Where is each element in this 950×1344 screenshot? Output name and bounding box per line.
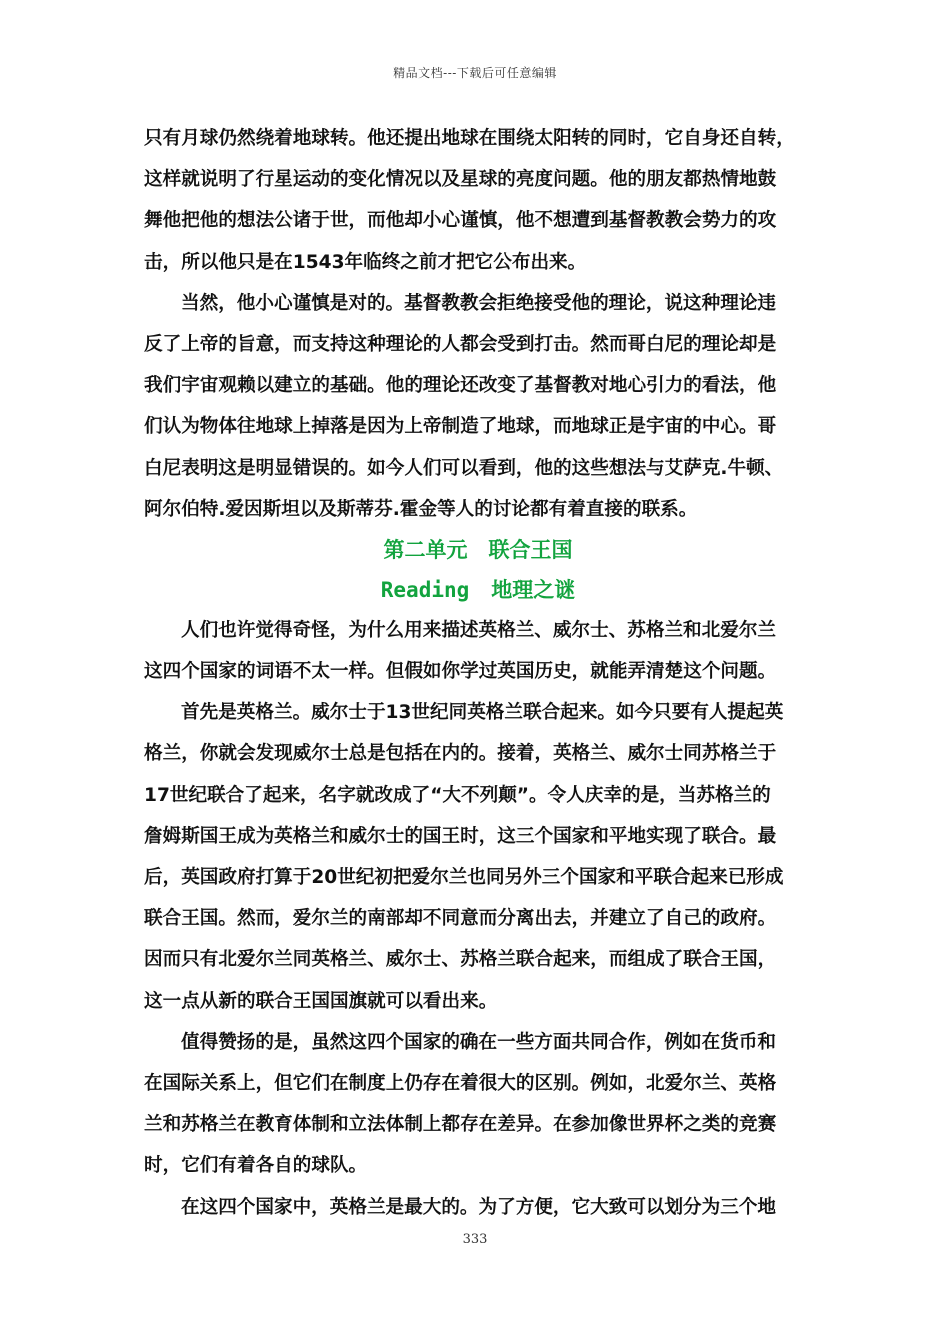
text-line: 时，它们有着各自的球队。 bbox=[144, 1155, 368, 1177]
text-line: 阿尔伯特.爱因斯坦以及斯蒂芬.霍金等人的讨论都有着直接的联系。 bbox=[144, 498, 698, 520]
text-line: 值得赞扬的是，虽然这四个国家的确在一些方面共同合作，例如在货币和 bbox=[181, 1031, 777, 1053]
text-line: 这一点从新的联合王国国旗就可以看出来。 bbox=[144, 990, 498, 1012]
text-line: 这四个国家的词语不太一样。但假如你学过英国历史，就能弄清楚这个问题。 bbox=[144, 661, 777, 683]
reading-title bbox=[144, 570, 812, 610]
text-line: 首先是英格兰。威尔士于13世纪同英格兰联合起来。如今只要有人提起英 bbox=[181, 702, 784, 724]
text-line: 只有月球仍然绕着地球转。他还提出地球在围绕太阳转的同时，它自身还自转， bbox=[144, 128, 795, 149]
text-line: 17世纪联合了起来，名字就改成了“大不列颠”。令人庆幸的是，当苏格兰的 bbox=[144, 784, 771, 806]
paragraph bbox=[144, 118, 812, 283]
text-line: 在这四个国家中，英格兰是最大的。为了方便，它大致可以划分为三个地 bbox=[181, 1196, 777, 1218]
reading-title-text: 地理之谜 bbox=[491, 577, 576, 602]
paragraph bbox=[144, 283, 812, 530]
text-line: 们认为物体往地球上掉落是因为上帝制造了地球，而地球正是宇宙的中心。哥 bbox=[144, 416, 777, 438]
text-line: 我们宇宙观赖以建立的基础。他的理论还改变了基督教对地心引力的看法，他 bbox=[144, 375, 777, 397]
text-line: 击，所以他只是在1543年临终之前才把它公布出来。 bbox=[144, 251, 587, 273]
text-line: 舞他把他的想法公诸于世，而他却小心谨慎，他不想遭到基督教教会势力的攻 bbox=[144, 210, 777, 232]
text-line: 这样就说明了行星运动的变化情况以及星球的亮度问题。他的朋友都热情地鼓 bbox=[144, 169, 777, 191]
paragraph bbox=[144, 692, 812, 1022]
paragraph bbox=[144, 610, 812, 692]
text-line: 白尼表明这是明显错误的。如今人们可以看到，他的这些想法与艾萨克.牛顿、 bbox=[144, 457, 784, 479]
document-body bbox=[144, 118, 812, 1228]
text-line: 在国际关系上，但它们在制度上仍存在着很大的区别。例如，北爱尔兰、英格 bbox=[144, 1072, 777, 1094]
reading-label: Reading bbox=[380, 577, 470, 602]
text-line: 后，英国政府打算于20世纪初把爱尔兰也同另外三个国家和平联合起来已形成 bbox=[144, 867, 784, 888]
paragraph bbox=[144, 1022, 812, 1187]
text-line: 联合王国。然而，爱尔兰的南部却不同意而分离出去，并建立了自己的政府。 bbox=[144, 908, 777, 930]
text-line: 詹姆斯国王成为英格兰和威尔士的国王时，这三个国家和平地实现了联合。最 bbox=[144, 825, 777, 847]
text-line: 兰和苏格兰在教育体制和立法体制上都存在差异。在参加像世界杯之类的竞赛 bbox=[144, 1114, 777, 1136]
text-line: 人们也许觉得奇怪，为什么用来描述英格兰、威尔士、苏格兰和北爱尔兰 bbox=[181, 619, 777, 641]
text-line: 因而只有北爱尔兰同英格兰、威尔士、苏格兰联合起来，而组成了联合王国， bbox=[144, 949, 777, 971]
page-number: 333 bbox=[462, 1232, 488, 1247]
unit-title: 第二单元 联合王国 bbox=[383, 537, 573, 562]
text-line: 格兰，你就会发现威尔士总是包括在内的。接着，英格兰、威尔士同苏格兰于 bbox=[144, 743, 777, 765]
text-line: 当然，他小心谨慎是对的。基督教教会拒绝接受他的理论，说这种理论违 bbox=[181, 292, 777, 314]
paragraph bbox=[144, 1187, 812, 1228]
text-line: 反了上帝的旨意，而支持这种理论的人都会受到打击。然而哥白尼的理论却是 bbox=[144, 333, 777, 355]
page-header: 精品文档---下载后可任意编辑 bbox=[393, 66, 557, 80]
